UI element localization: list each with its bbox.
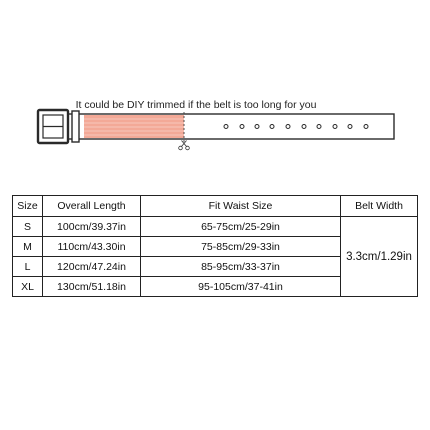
size-chart-table [12, 195, 418, 297]
size-cell: S [13, 217, 43, 237]
trim-note: It could be DIY trimmed if the belt is too long for you [75, 99, 317, 111]
belt-hole [240, 125, 244, 129]
length-cell: 120cm/47.24in [43, 257, 141, 277]
waist-cell: 95-105cm/37-41in [141, 277, 341, 297]
size-cell: L [13, 257, 43, 277]
waist-cell: 65-75cm/25-29in [141, 217, 341, 237]
length-cell: 110cm/43.30in [43, 237, 141, 257]
belt-hole [317, 125, 321, 129]
header-size: Size [13, 196, 43, 217]
length-cell: 100cm/39.37in [43, 217, 141, 237]
table-row [13, 217, 418, 237]
belt-hole [286, 125, 290, 129]
belt-hole [270, 125, 274, 129]
length-cell: 130cm/51.18in [43, 277, 141, 297]
belt-illustration [0, 0, 430, 190]
belt-hole [302, 125, 306, 129]
belt-hole [255, 125, 259, 129]
belt-hole [348, 125, 352, 129]
size-cell: M [13, 237, 43, 257]
trim-zone [84, 115, 184, 138]
belt-hole [333, 125, 337, 129]
belt-width-cell: 3.3cm/1.29in [341, 217, 418, 297]
belt-hole [364, 125, 368, 129]
belt-hole [224, 125, 228, 129]
size-cell: XL [13, 277, 43, 297]
belt-keeper [72, 111, 79, 142]
waist-cell: 75-85cm/29-33in [141, 237, 341, 257]
waist-cell: 85-95cm/33-37in [141, 257, 341, 277]
header-belt-width: Belt Width [341, 196, 418, 217]
header-overall-length: Overall Length [43, 196, 141, 217]
header-fit-waist-size: Fit Waist Size [141, 196, 341, 217]
table-header-row [13, 196, 418, 217]
